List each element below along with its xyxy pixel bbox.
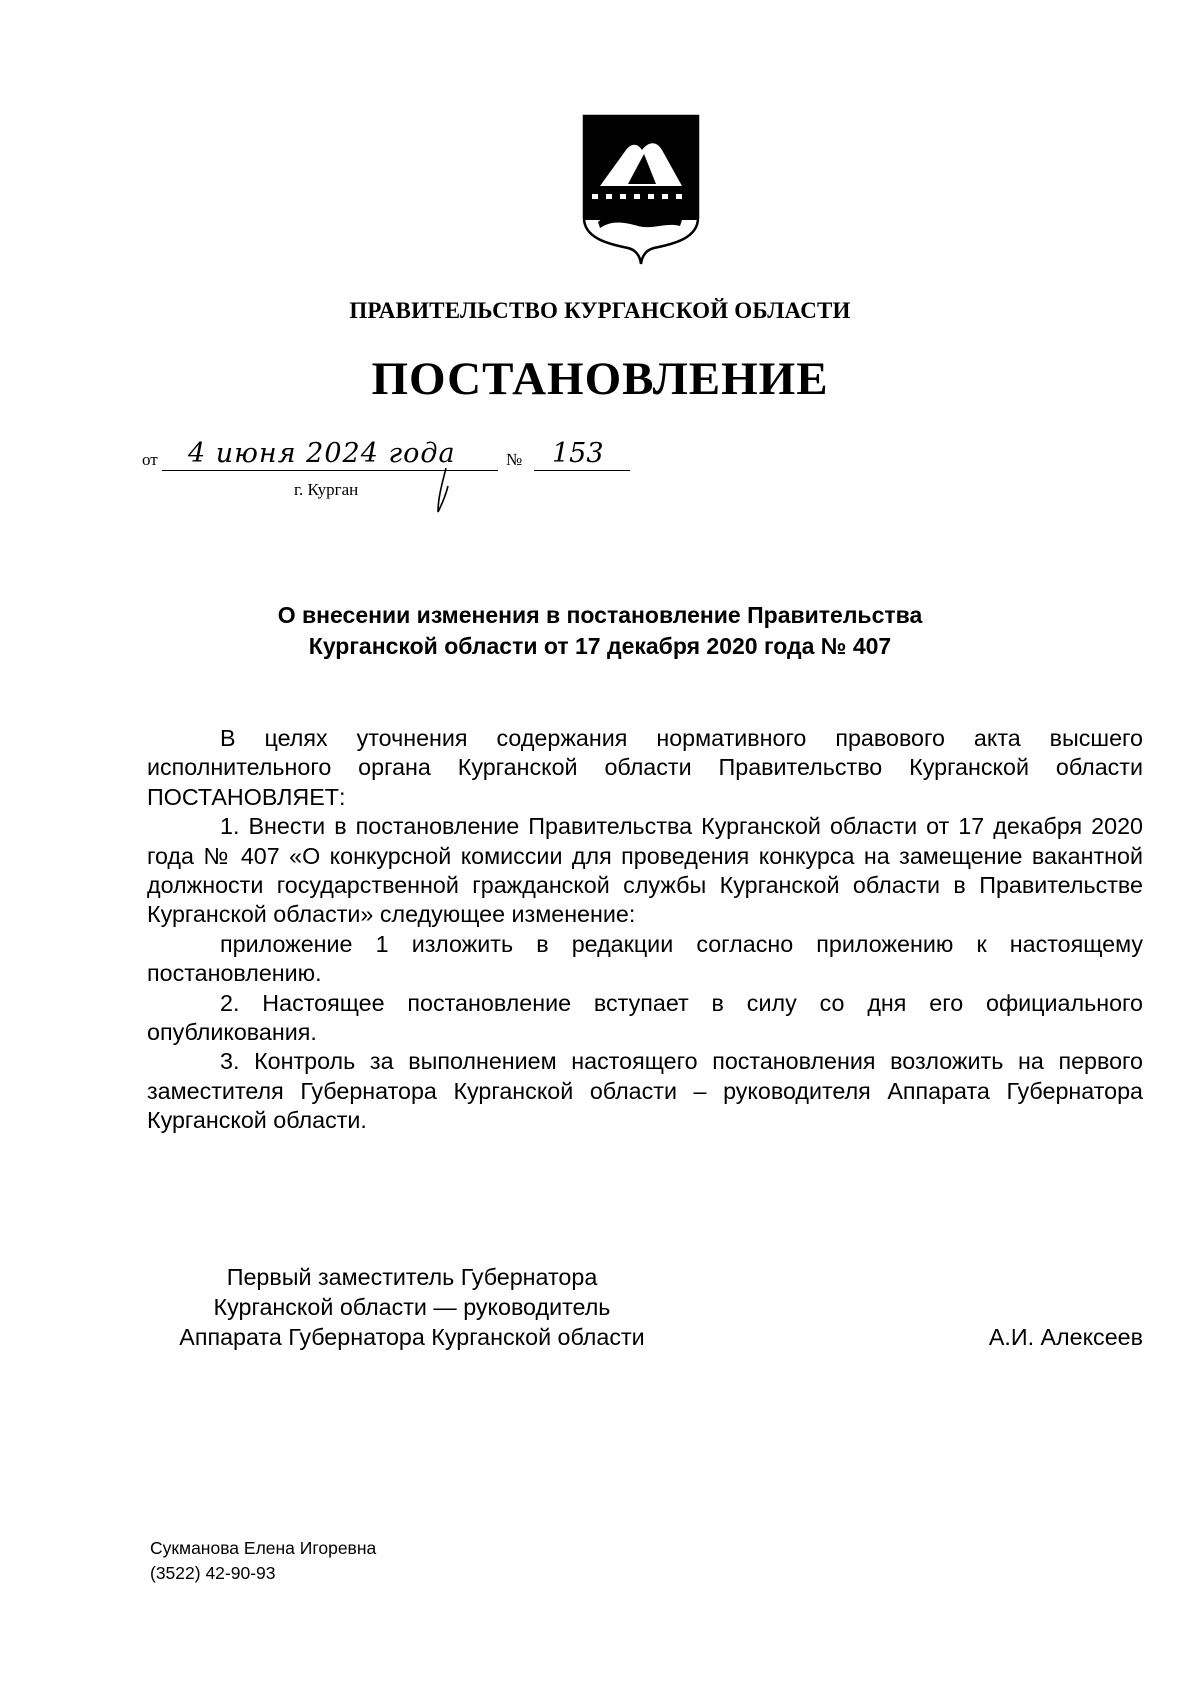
signatory-title bbox=[147, 1262, 677, 1352]
date-from-label: от bbox=[142, 450, 158, 469]
signatory-title-line: Курганской области — руководитель bbox=[213, 1294, 611, 1320]
signatory-title-line: Аппарата Губернатора Курганской области bbox=[179, 1324, 645, 1350]
city-label: г. Курган bbox=[294, 480, 359, 499]
number-label: № bbox=[506, 450, 523, 469]
document-body bbox=[147, 724, 1143, 1136]
body-paragraph: приложение 1 изложить в редакции согласно приложению к настоящему постановлению. bbox=[147, 930, 1143, 987]
handwritten-number: 153 bbox=[552, 438, 604, 469]
coat-of-arms-icon bbox=[582, 114, 700, 266]
document-subject bbox=[0, 600, 1200, 662]
document-type: ПОСТАНОВЛЕНИЕ bbox=[371, 353, 829, 405]
body-paragraph: В целях уточнения содержания нормативного правового акта высшего исполнительного органа Курганской области Правительство Курганской области ПОСТАНОВЛЯЕТ: bbox=[147, 725, 1143, 810]
subject-line: О внесении изменения в постановление Правительства bbox=[277, 602, 923, 628]
handwritten-date: 4 июня 2024 года bbox=[188, 438, 456, 469]
signatory-title-line: Первый заместитель Губернатора bbox=[226, 1264, 598, 1290]
organization-name: ПРАВИТЕЛЬСТВО КУРГАНСКОЙ ОБЛАСТИ bbox=[349, 298, 851, 323]
executor-name: Сукманова Елена Игоревна bbox=[150, 1538, 377, 1558]
signatory-name: А.И. Алексеев bbox=[988, 1324, 1143, 1350]
handwriting-stroke bbox=[432, 464, 456, 520]
body-paragraph: 3. Контроль за выполнением настоящего постановления возложить на первого заместителя Губернатора Курганской области – руководителя Аппарата Губернатора Курганской области. bbox=[147, 1048, 1143, 1134]
signature-block bbox=[147, 1262, 1143, 1352]
body-paragraph: 2. Настоящее постановление вступает в силу со дня его официального опубликования. bbox=[147, 989, 1143, 1046]
subject-line: Курганской области от 17 декабря 2020 года № 407 bbox=[308, 633, 892, 659]
executor-phone: (3522) 42-90-93 bbox=[150, 1563, 276, 1583]
body-paragraph: 1. Внести в постановление Правительства Курганской области от 17 декабря 2020 года № 407 «О конкурсной комиссии для проведения конкурса на замещение вакантной должности государственной гражданской службы Курганской области в Правительстве Курганской области» следующее изменение: bbox=[147, 813, 1143, 928]
document-meta bbox=[142, 438, 662, 524]
executor-info bbox=[150, 1536, 376, 1586]
number-underline bbox=[534, 470, 630, 471]
